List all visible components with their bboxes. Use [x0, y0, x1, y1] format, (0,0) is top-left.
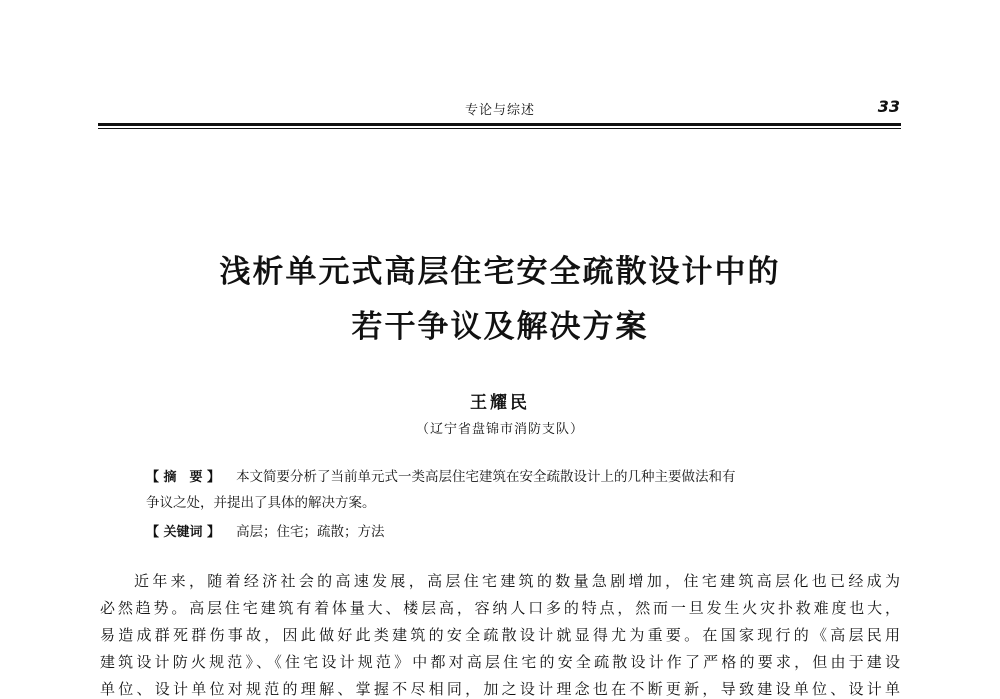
body-paragraph-line: 近年来，随着经济社会的高速发展，高层住宅建筑的数量急剧增加，住宅建筑高层化也已经成为	[134, 572, 900, 590]
abstract-text-1: 本文简要分析了当前单元式一类高层住宅建筑在安全疏散设计上的几种主要做法和有	[236, 469, 736, 485]
abstract-label: 【 摘 要 】	[146, 470, 221, 485]
abstract-line-1	[146, 465, 736, 485]
author-name: 王耀民	[470, 393, 530, 413]
abstract-line-2: 争议之处，并提出了具体的解决方案。	[146, 495, 376, 511]
body-paragraph-line: 必然趋势。高层住宅建筑有着体量大、楼层高，容纳人口多的特点，然而一旦发生火灾扑救难度也大，	[100, 599, 900, 617]
article-title-line-2: 若干争议及解决方案	[351, 309, 649, 345]
body-paragraph-line: 易造成群死群伤事故，因此做好此类建筑的安全疏散设计就显得尤为重要。在国家现行的《高层民用	[100, 626, 900, 644]
page-number: 33	[877, 97, 900, 116]
header-rule-thin	[98, 128, 901, 129]
article-title-line-1: 浅析单元式高层住宅安全疏散设计中的	[219, 254, 781, 290]
keywords-line	[146, 520, 385, 540]
body-paragraph-line: 单位、设计单位对规范的理解、掌握不尽相同，加之设计理念也在不断更新，导致建设单位、设计单	[100, 680, 900, 698]
body-paragraph-line: 建筑设计防火规范》、《住宅设计规范》中都对高层住宅的安全疏散设计作了严格的要求，但由于建设	[100, 653, 900, 671]
header-rule-thick	[98, 123, 901, 126]
keywords-text: 高层；住宅；疏散；方法	[236, 524, 385, 540]
author-affiliation: （辽宁省盘锦市消防支队）	[415, 422, 584, 437]
keywords-label: 【 关键词 】	[146, 525, 221, 540]
section-title: 专论与综述	[464, 103, 535, 118]
